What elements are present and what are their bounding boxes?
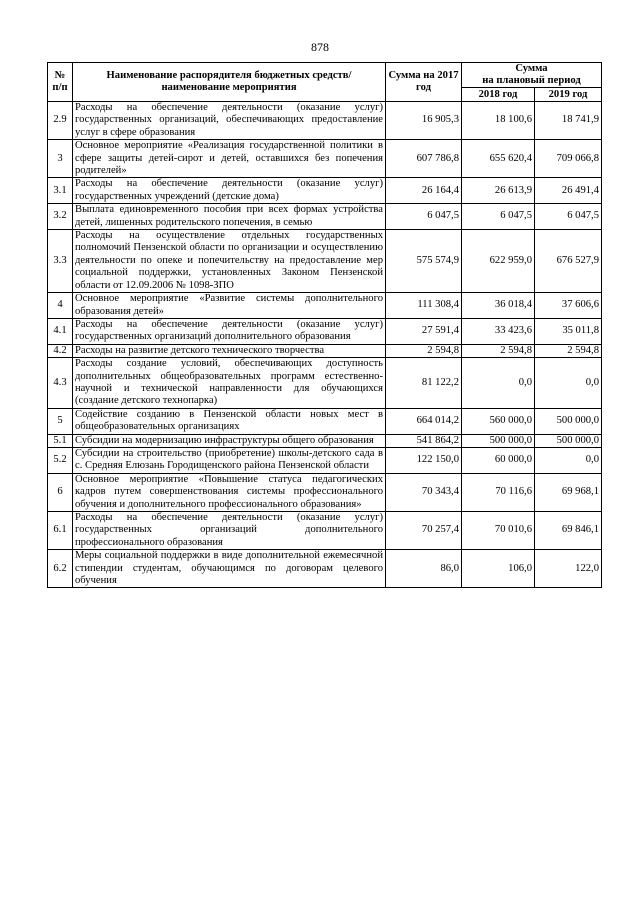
row-sum-2017-cell: 27 591,4 <box>386 318 462 344</box>
table-row <box>48 434 602 447</box>
row-sum-2017-cell: 26 164,4 <box>386 178 462 204</box>
header-year-2019: 2019 год <box>535 88 602 102</box>
table-row <box>48 473 602 511</box>
table-row <box>48 344 602 357</box>
row-sum-2018-cell: 6 047,5 <box>462 204 535 230</box>
row-sum-2019-cell: 676 527,9 <box>535 230 602 293</box>
row-name-cell: Субсидии на модернизацию инфраструктуры общего образования <box>73 434 386 447</box>
row-sum-2019-cell: 2 594,8 <box>535 344 602 357</box>
header-year-2018: 2018 год <box>462 88 535 102</box>
row-sum-2018-cell: 70 010,6 <box>462 512 535 550</box>
row-sum-2017-cell: 16 905,3 <box>386 102 462 140</box>
row-sum-2018-cell: 26 613,9 <box>462 178 535 204</box>
row-name-cell: Расходы на развитие детского технического творчества <box>73 344 386 357</box>
row-name-cell: Выплата единовременного пособия при всех формах устройства детей, лишенных родительского попечения, в семью <box>73 204 386 230</box>
row-sum-2017-cell: 70 343,4 <box>386 473 462 511</box>
row-sum-2017-cell: 81 122,2 <box>386 358 462 409</box>
row-sum-2018-cell: 500 000,0 <box>462 434 535 447</box>
row-sum-2019-cell: 69 846,1 <box>535 512 602 550</box>
row-sum-2019-cell: 69 968,1 <box>535 473 602 511</box>
row-number-cell: 6.2 <box>48 550 73 588</box>
page-number: 878 <box>311 40 329 54</box>
table-row <box>48 447 602 473</box>
row-name-cell: Содействие созданию в Пензенской области новых мест в общеобразовательных организациях <box>73 408 386 434</box>
row-number-cell: 4.1 <box>48 318 73 344</box>
row-number-cell: 5.2 <box>48 447 73 473</box>
row-sum-2019-cell: 500 000,0 <box>535 434 602 447</box>
row-sum-2019-cell: 709 066,8 <box>535 140 602 178</box>
row-sum-2018-cell: 70 116,6 <box>462 473 535 511</box>
row-sum-2017-cell: 122 150,0 <box>386 447 462 473</box>
row-sum-2018-cell: 655 620,4 <box>462 140 535 178</box>
table-row <box>48 358 602 409</box>
row-sum-2017-cell: 111 308,4 <box>386 293 462 319</box>
row-sum-2018-cell: 106,0 <box>462 550 535 588</box>
row-name-cell: Расходы на обеспечение деятельности (оказание услуг) государственных организаций дополнительного профессионального образования <box>73 512 386 550</box>
table-row <box>48 102 602 140</box>
row-number-cell: 4.2 <box>48 344 73 357</box>
table-row <box>48 178 602 204</box>
row-sum-2017-cell: 575 574,9 <box>386 230 462 293</box>
table-body <box>48 102 602 588</box>
row-sum-2017-cell: 607 786,8 <box>386 140 462 178</box>
row-sum-2019-cell: 122,0 <box>535 550 602 588</box>
row-sum-2017-cell: 86,0 <box>386 550 462 588</box>
row-number-cell: 4.3 <box>48 358 73 409</box>
row-sum-2019-cell: 0,0 <box>535 358 602 409</box>
budget-table <box>47 62 602 588</box>
row-sum-2018-cell: 33 423,6 <box>462 318 535 344</box>
row-sum-2018-cell: 622 959,0 <box>462 230 535 293</box>
row-name-cell: Основное мероприятие «Развитие системы дополнительного образования детей» <box>73 293 386 319</box>
row-sum-2018-cell: 60 000,0 <box>462 447 535 473</box>
row-number-cell: 3.3 <box>48 230 73 293</box>
row-number-cell: 6 <box>48 473 73 511</box>
row-sum-2017-cell: 6 047,5 <box>386 204 462 230</box>
table-row <box>48 408 602 434</box>
header-plan-title: Сумма <box>515 63 548 74</box>
row-name-cell: Меры социальной поддержки в виде дополнительной ежемесячной стипендии студентам, обучающимся по договорам целевого обучения <box>73 550 386 588</box>
row-number-cell: 2.9 <box>48 102 73 140</box>
table-row <box>48 230 602 293</box>
table-row <box>48 293 602 319</box>
header-name: Наименование распорядителя бюджетных средств/ наименование мероприятия <box>73 63 386 102</box>
row-sum-2019-cell: 0,0 <box>535 447 602 473</box>
header-plan-subtitle: на плановый период <box>482 75 581 86</box>
table-row <box>48 140 602 178</box>
row-sum-2018-cell: 18 100,6 <box>462 102 535 140</box>
row-name-cell: Расходы на обеспечение деятельности (оказание услуг) государственных организаций дополнительного образования <box>73 318 386 344</box>
row-sum-2018-cell: 36 018,4 <box>462 293 535 319</box>
row-sum-2019-cell: 6 047,5 <box>535 204 602 230</box>
row-sum-2017-cell: 2 594,8 <box>386 344 462 357</box>
header-plan-period <box>462 63 602 88</box>
row-name-cell: Субсидии на строительство (приобретение) школы-детского сада в с. Средняя Елюзань Городищенского района Пензенской области <box>73 447 386 473</box>
header-num: № п/п <box>48 63 73 102</box>
table-row <box>48 318 602 344</box>
row-number-cell: 3.1 <box>48 178 73 204</box>
row-name-cell: Расходы на осуществление отдельных государственных полномочий Пензенской области по организации и осуществлению деятельности по опеке и попечительству на предоставление мер социальной поддержки, установленных Законом Пензенской области от 12.09.2006 № 1098-ЗПО <box>73 230 386 293</box>
row-number-cell: 6.1 <box>48 512 73 550</box>
row-sum-2017-cell: 664 014,2 <box>386 408 462 434</box>
row-name-cell: Расходы на обеспечение деятельности (оказание услуг) государственных учреждений (детские дома) <box>73 178 386 204</box>
row-number-cell: 3.2 <box>48 204 73 230</box>
row-name-cell: Расходы создание условий, обеспечивающих доступность дополнительных общеобразовательных программ естественно-научной и технической направленности для обучающихся (создание детского технопарка) <box>73 358 386 409</box>
row-name-cell: Расходы на обеспечение деятельности (оказание услуг) государственных организаций, обеспечивающих предоставление услуг в сфере образования <box>73 102 386 140</box>
row-number-cell: 5 <box>48 408 73 434</box>
table-row <box>48 512 602 550</box>
row-name-cell: Основное мероприятие «Реализация государственной политики в сфере защиты детей-сирот и детей, оставшихся без попечения родителей» <box>73 140 386 178</box>
row-number-cell: 5.1 <box>48 434 73 447</box>
row-sum-2019-cell: 37 606,6 <box>535 293 602 319</box>
row-sum-2018-cell: 0,0 <box>462 358 535 409</box>
row-sum-2019-cell: 35 011,8 <box>535 318 602 344</box>
row-sum-2018-cell: 560 000,0 <box>462 408 535 434</box>
row-sum-2017-cell: 541 864,2 <box>386 434 462 447</box>
row-sum-2019-cell: 500 000,0 <box>535 408 602 434</box>
table-row <box>48 550 602 588</box>
row-sum-2018-cell: 2 594,8 <box>462 344 535 357</box>
row-sum-2017-cell: 70 257,4 <box>386 512 462 550</box>
row-sum-2019-cell: 18 741,9 <box>535 102 602 140</box>
row-number-cell: 3 <box>48 140 73 178</box>
header-sum-2017: Сумма на 2017 год <box>386 63 462 102</box>
table-row <box>48 204 602 230</box>
row-name-cell: Основное мероприятие «Повышение статуса педагогических кадров путем совершенствования системы профессионального обучения и дополнительного профессионального образования» <box>73 473 386 511</box>
row-number-cell: 4 <box>48 293 73 319</box>
row-sum-2019-cell: 26 491,4 <box>535 178 602 204</box>
